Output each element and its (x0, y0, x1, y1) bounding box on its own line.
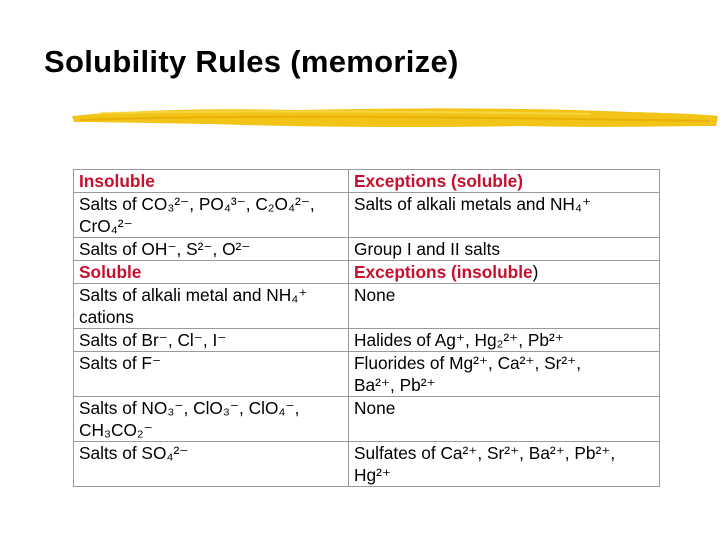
rule-text-line: Salts of NO₃⁻, ClO₃⁻, ClO₄⁻, (79, 398, 300, 418)
rule-cell (74, 238, 349, 261)
exception-text-line: Hg²⁺ (354, 465, 391, 485)
rule-cell (74, 284, 349, 329)
closing-paren: ) (532, 262, 539, 282)
rule-cell (74, 193, 349, 238)
rule-text-line: CH₃CO₂⁻ (79, 420, 153, 440)
exception-cell (349, 397, 660, 442)
rule-text-line: Salts of Br⁻, Cl⁻, I⁻ (79, 330, 227, 350)
solubility-rules-table (73, 169, 660, 487)
exception-cell (349, 352, 660, 397)
insoluble-exceptions-header: Exceptions (soluble) (349, 170, 660, 193)
table-row (74, 442, 660, 487)
table-row (74, 193, 660, 238)
exception-text-line: None (354, 398, 396, 418)
table-row (74, 352, 660, 397)
slide-title: Solubility Rules (memorize) (44, 44, 459, 79)
exception-cell (349, 442, 660, 487)
rule-cell (74, 397, 349, 442)
exception-text-line: Fluorides of Mg²⁺, Ca²⁺, Sr²⁺, (354, 353, 582, 373)
table-row (74, 397, 660, 442)
exception-text-line: Salts of alkali metals and NH₄⁺ (354, 194, 592, 214)
exception-text-line: Halides of Ag⁺, Hg₂²⁺, Pb²⁺ (354, 330, 564, 350)
rule-cell (74, 329, 349, 352)
rule-text-line: CrO₄²⁻ (79, 216, 133, 236)
exception-cell (349, 284, 660, 329)
rule-text-line: cations (79, 307, 134, 327)
table-row (74, 284, 660, 329)
table-header-row (74, 170, 660, 193)
table-row (74, 238, 660, 261)
exception-text-line: Group I and II salts (354, 239, 501, 259)
table-header-row (74, 261, 660, 284)
soluble-exceptions-header-text: Exceptions (insoluble (354, 262, 533, 282)
exception-text-line: Sulfates of Ca²⁺, Sr²⁺, Ba²⁺, Pb²⁺, (354, 443, 616, 463)
rule-text-line: Salts of OH⁻, S²⁻, O²⁻ (79, 239, 251, 259)
rule-text-line: Salts of F⁻ (79, 353, 162, 373)
rule-cell (74, 352, 349, 397)
rule-cell (74, 442, 349, 487)
exception-cell (349, 193, 660, 238)
rule-text-line: Salts of CO₃²⁻, PO₄³⁻, C₂O₄²⁻, (79, 194, 315, 214)
title-underline-brushstroke (70, 104, 720, 134)
exception-cell (349, 329, 660, 352)
table-row (74, 329, 660, 352)
rule-text-line: Salts of SO₄²⁻ (79, 443, 189, 463)
rule-text-line: Salts of alkali metal and NH₄⁺ (79, 285, 308, 305)
exception-cell (349, 238, 660, 261)
exception-text-line: None (354, 285, 396, 305)
insoluble-header: Insoluble (74, 170, 349, 193)
soluble-exceptions-header (349, 261, 660, 284)
exception-text-line: Ba²⁺, Pb²⁺ (354, 375, 436, 395)
soluble-header: Soluble (74, 261, 349, 284)
